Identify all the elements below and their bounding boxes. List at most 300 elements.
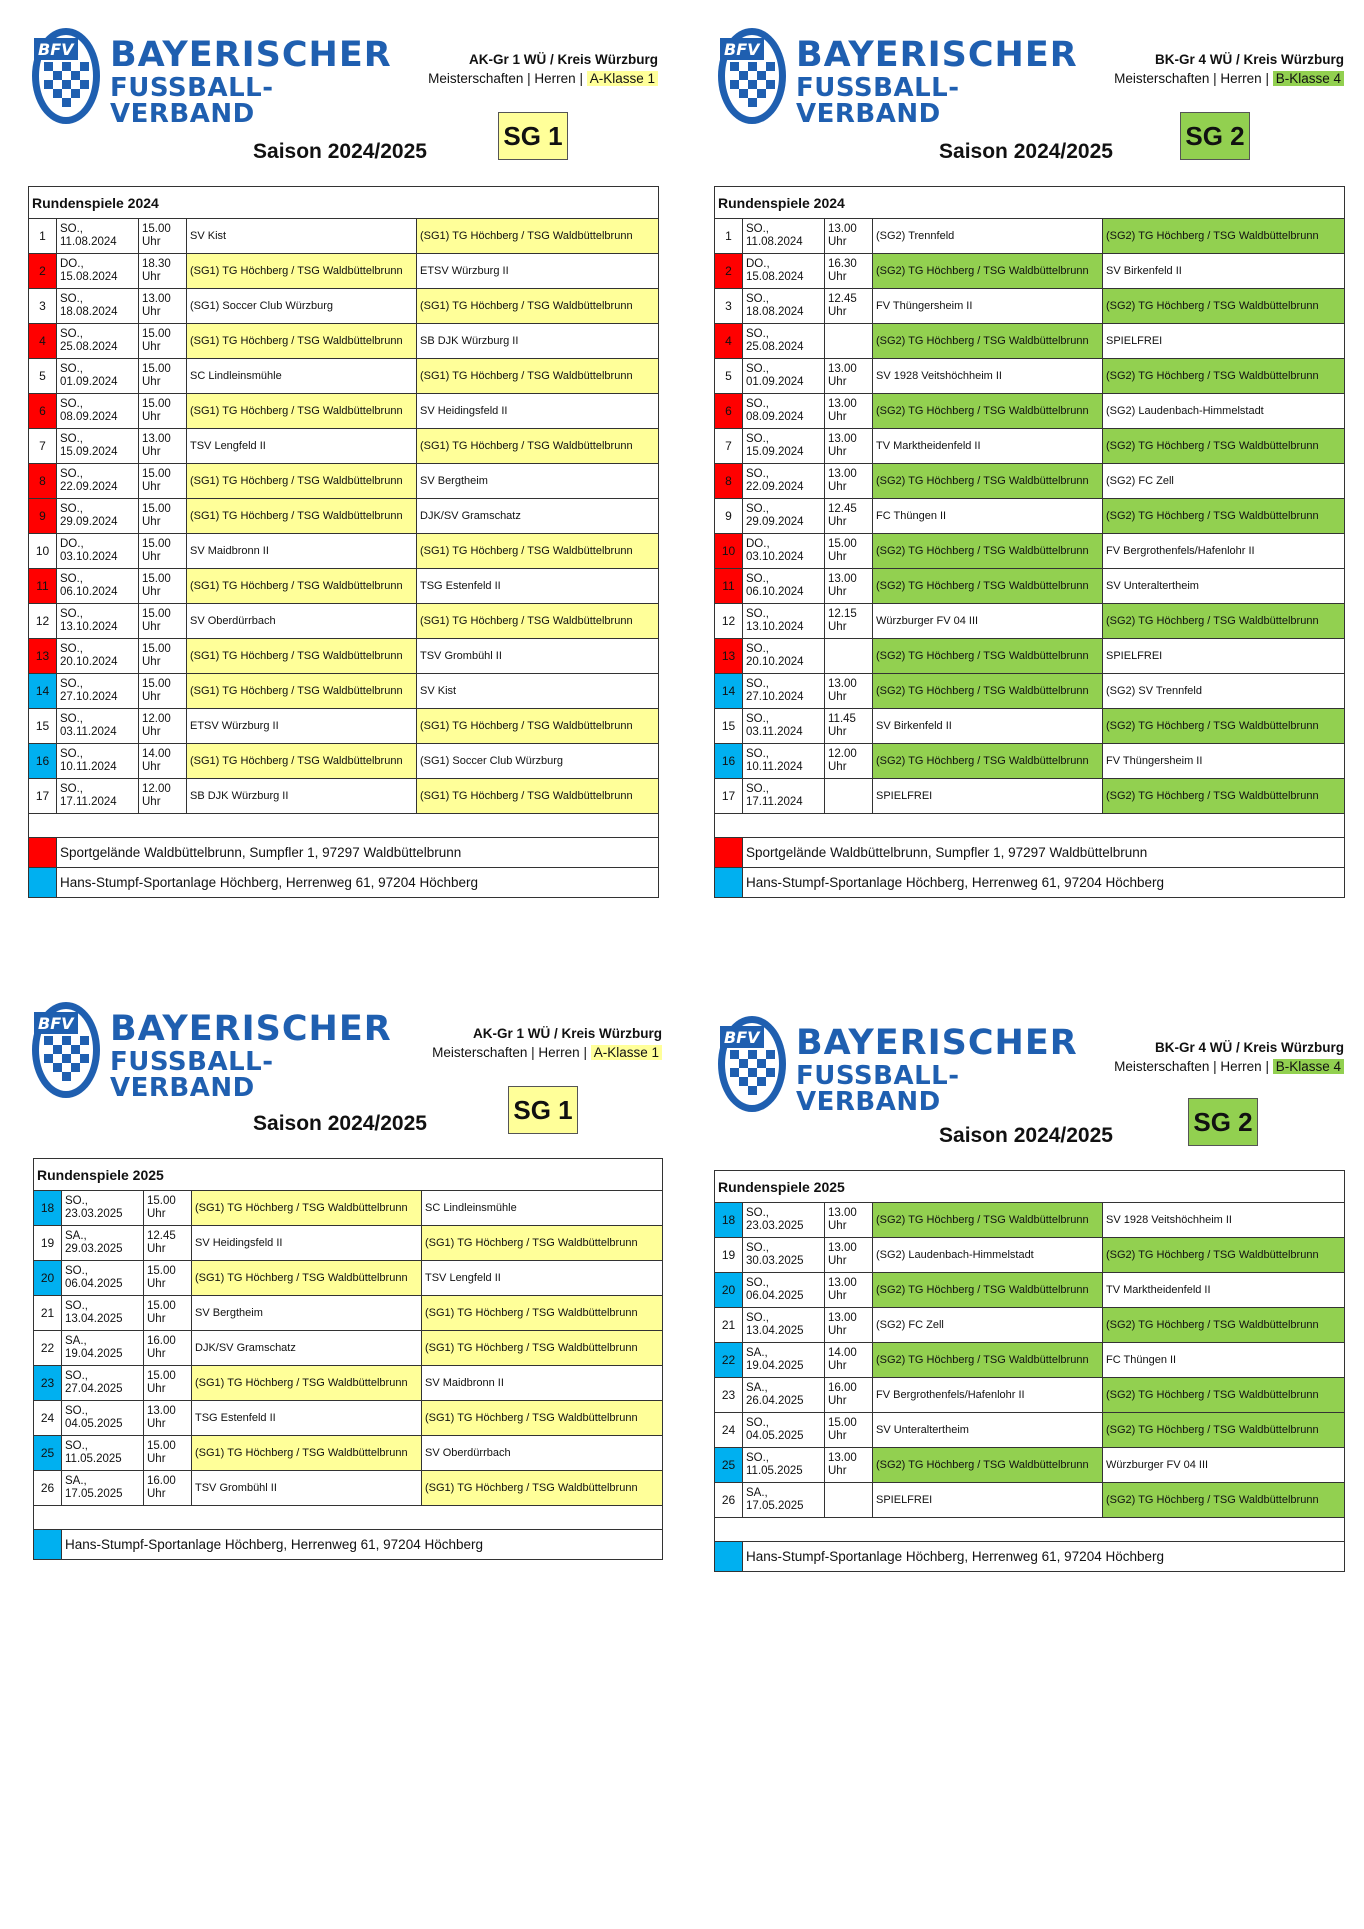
match-time-unit: Uhr — [828, 1290, 847, 1302]
home-team: (SG2) TG Höchberg / TSG Waldbüttelbrunn — [873, 569, 1103, 604]
match-date — [57, 744, 139, 779]
home-team: SV Maidbronn II — [187, 534, 417, 569]
match-weekday: SA., — [65, 1335, 87, 1347]
match-time-value: 15.00 — [142, 608, 171, 620]
table-row — [29, 744, 659, 779]
table-row — [29, 674, 659, 709]
match-date — [743, 744, 825, 779]
match-time-unit: Uhr — [142, 551, 161, 563]
match-time-unit: Uhr — [828, 236, 847, 248]
match-weekday: SO., — [746, 643, 770, 655]
league-class: A-Klasse 1 — [587, 71, 658, 86]
match-time — [825, 289, 873, 324]
match-date — [743, 324, 825, 359]
match-date-value: 27.04.2025 — [65, 1383, 123, 1395]
home-team: (SG2) FC Zell — [873, 1308, 1103, 1343]
match-time-value: 12.45 — [828, 503, 857, 515]
match-time-value: 15.00 — [142, 503, 171, 515]
match-date — [743, 779, 825, 814]
match-time — [139, 604, 187, 639]
match-date-value: 13.04.2025 — [746, 1325, 804, 1337]
away-team: (SG2) Laudenbach-Himmelstadt — [1103, 394, 1345, 429]
table-row — [29, 534, 659, 569]
match-time-value: 11.45 — [828, 713, 856, 725]
spacer-cell — [715, 1518, 1345, 1542]
away-team: (SG1) TG Höchberg / TSG Waldbüttelbrunn — [422, 1331, 663, 1366]
home-team: (SG1) TG Höchberg / TSG Waldbüttelbrunn — [187, 464, 417, 499]
match-date-value: 19.04.2025 — [65, 1348, 123, 1360]
match-time — [825, 1413, 873, 1448]
match-date — [743, 1273, 825, 1308]
away-team: (SG1) TG Höchberg / TSG Waldbüttelbrunn — [422, 1296, 663, 1331]
match-time — [144, 1261, 192, 1296]
match-weekday: SO., — [60, 363, 84, 375]
home-team: (SG2) TG Höchberg / TSG Waldbüttelbrunn — [873, 744, 1103, 779]
match-time-unit: Uhr — [828, 551, 847, 563]
matchday-number: 8 — [29, 464, 57, 499]
match-date-value: 03.11.2024 — [746, 726, 803, 738]
table-row — [29, 499, 659, 534]
bfv-emblem-icon — [28, 24, 104, 128]
match-date — [743, 394, 825, 429]
match-date — [57, 779, 139, 814]
matchday-number: 5 — [29, 359, 57, 394]
home-team: (SG1) TG Höchberg / TSG Waldbüttelbrunn — [187, 744, 417, 779]
match-date-value: 19.04.2025 — [746, 1360, 804, 1372]
table-row — [715, 499, 1345, 534]
table-row — [715, 429, 1345, 464]
match-weekday: SO., — [746, 1242, 770, 1254]
away-team: DJK/SV Gramschatz — [417, 499, 659, 534]
spacer-cell — [29, 814, 659, 838]
match-time-unit: Uhr — [147, 1383, 166, 1395]
matchday-number: 23 — [34, 1366, 62, 1401]
matchday-number: 22 — [715, 1343, 743, 1378]
team-badge: SG 1 — [498, 112, 568, 160]
match-date-value: 22.09.2024 — [60, 481, 118, 493]
table-title: Rundenspiele 2025 — [715, 1171, 1345, 1203]
match-time-unit: Uhr — [828, 411, 847, 423]
table-title-row — [715, 187, 1345, 219]
home-team: (SG2) TG Höchberg / TSG Waldbüttelbrunn — [873, 1273, 1103, 1308]
match-time-unit: Uhr — [828, 446, 847, 458]
matchday-number: 13 — [29, 639, 57, 674]
away-team: (SG1) TG Höchberg / TSG Waldbüttelbrunn — [417, 779, 659, 814]
match-date-value: 15.08.2024 — [746, 271, 804, 283]
away-team: (SG2) TG Höchberg / TSG Waldbüttelbrunn — [1103, 359, 1345, 394]
match-date-value: 13.10.2024 — [60, 621, 118, 633]
matchday-number: 17 — [29, 779, 57, 814]
match-date — [57, 499, 139, 534]
away-team: TSG Estenfeld II — [417, 569, 659, 604]
svg-text:BFV: BFV — [38, 40, 74, 59]
away-team: (SG1) Soccer Club Würzburg — [417, 744, 659, 779]
panel-sg1-2025 — [28, 998, 662, 1598]
match-time-unit: Uhr — [147, 1243, 166, 1255]
away-team: (SG2) TG Höchberg / TSG Waldbüttelbrunn — [1103, 604, 1345, 639]
table-title-row — [715, 1171, 1345, 1203]
match-weekday: SA., — [746, 1487, 768, 1499]
match-time — [144, 1331, 192, 1366]
team-badge: SG 2 — [1188, 1098, 1258, 1146]
match-date-value: 20.10.2024 — [746, 656, 804, 668]
table-row — [715, 569, 1345, 604]
table-row — [34, 1331, 663, 1366]
match-time-unit: Uhr — [142, 586, 161, 598]
league-category: Meisterschaften | Herren | — [432, 1045, 587, 1060]
match-date-value: 17.11.2024 — [60, 796, 117, 808]
match-time-unit: Uhr — [828, 481, 847, 493]
match-time-value: 12.00 — [828, 748, 857, 760]
logo-line1: BAYERISCHER — [110, 35, 392, 75]
match-date — [57, 569, 139, 604]
fixtures-table — [714, 1170, 1345, 1572]
table-title-row — [34, 1159, 663, 1191]
home-team: (SG1) TG Höchberg / TSG Waldbüttelbrunn — [192, 1436, 422, 1471]
match-time — [825, 254, 873, 289]
matchday-number: 2 — [29, 254, 57, 289]
match-date — [743, 1238, 825, 1273]
matchday-number: 10 — [29, 534, 57, 569]
legend-swatch-blue — [34, 1530, 62, 1560]
match-weekday: SO., — [60, 503, 84, 515]
away-team: (SG2) TG Höchberg / TSG Waldbüttelbrunn — [1103, 1413, 1345, 1448]
match-date — [743, 534, 825, 569]
match-date-value: 11.08.2024 — [746, 236, 803, 248]
away-team: FC Thüngen II — [1103, 1343, 1345, 1378]
match-time-value: 15.00 — [142, 468, 171, 480]
legend-venue-blue: Hans-Stumpf-Sportanlage Höchberg, Herrenweg 61, 97204 Höchberg — [743, 868, 1345, 898]
match-weekday: SO., — [60, 608, 84, 620]
match-weekday: SO., — [746, 328, 770, 340]
match-time-value: 13.00 — [828, 1277, 857, 1289]
table-row — [29, 779, 659, 814]
bfv-emblem-icon — [714, 24, 790, 128]
home-team: Würzburger FV 04 III — [873, 604, 1103, 639]
table-row — [29, 464, 659, 499]
svg-text:BFV: BFV — [724, 40, 760, 59]
home-team: SV Birkenfeld II — [873, 709, 1103, 744]
match-weekday: SO., — [746, 398, 770, 410]
match-weekday: SO., — [60, 678, 84, 690]
home-team: FV Bergrothenfels/Hafenlohr II — [873, 1378, 1103, 1413]
match-time — [144, 1226, 192, 1261]
away-team: (SG1) TG Höchberg / TSG Waldbüttelbrunn — [422, 1401, 663, 1436]
bfv-logo — [714, 24, 1078, 129]
matchday-number: 18 — [34, 1191, 62, 1226]
away-team: FV Bergrothenfels/Hafenlohr II — [1103, 534, 1345, 569]
match-time — [825, 499, 873, 534]
match-time-value: 15.00 — [828, 1417, 857, 1429]
away-team: (SG1) TG Höchberg / TSG Waldbüttelbrunn — [417, 709, 659, 744]
match-time — [139, 709, 187, 744]
match-time-unit: Uhr — [147, 1348, 166, 1360]
home-team: (SG1) TG Höchberg / TSG Waldbüttelbrunn — [187, 254, 417, 289]
legend-venue-blue: Hans-Stumpf-Sportanlage Höchberg, Herrenweg 61, 97204 Höchberg — [743, 1542, 1345, 1572]
away-team: SV Heidingsfeld II — [417, 394, 659, 429]
table-row — [715, 534, 1345, 569]
match-time — [144, 1296, 192, 1331]
match-time-unit: Uhr — [828, 1325, 847, 1337]
away-team: (SG2) TG Höchberg / TSG Waldbüttelbrunn — [1103, 429, 1345, 464]
home-team: (SG1) TG Höchberg / TSG Waldbüttelbrunn — [187, 639, 417, 674]
matchday-number: 25 — [715, 1448, 743, 1483]
match-date — [743, 1413, 825, 1448]
match-date — [57, 674, 139, 709]
home-team: (SG1) TG Höchberg / TSG Waldbüttelbrunn — [187, 324, 417, 359]
away-team: (SG2) TG Höchberg / TSG Waldbüttelbrunn — [1103, 499, 1345, 534]
match-date-value: 29.09.2024 — [746, 516, 804, 528]
away-team: (SG1) TG Höchberg / TSG Waldbüttelbrunn — [417, 289, 659, 324]
match-date — [743, 464, 825, 499]
legend-row-red — [29, 838, 659, 868]
matchday-number: 14 — [715, 674, 743, 709]
match-date-value: 11.08.2024 — [60, 236, 117, 248]
home-team: (SG2) Trennfeld — [873, 219, 1103, 254]
match-time-value: 15.00 — [142, 223, 171, 235]
match-date-value: 29.03.2025 — [65, 1243, 123, 1255]
away-team: (SG1) TG Höchberg / TSG Waldbüttelbrunn — [422, 1471, 663, 1506]
matchday-number: 6 — [29, 394, 57, 429]
table-row — [29, 429, 659, 464]
match-date-value: 08.09.2024 — [60, 411, 118, 423]
home-team: (SG1) TG Höchberg / TSG Waldbüttelbrunn — [187, 499, 417, 534]
home-team: (SG2) TG Höchberg / TSG Waldbüttelbrunn — [873, 464, 1103, 499]
table-row — [715, 219, 1345, 254]
matchday-number: 16 — [715, 744, 743, 779]
league-group: AK-Gr 1 WÜ / Kreis Würzburg — [472, 1026, 662, 1041]
legend-row-blue — [34, 1530, 663, 1560]
match-date — [62, 1296, 144, 1331]
home-team: SV Bergtheim — [192, 1296, 422, 1331]
away-team: ETSV Würzburg II — [417, 254, 659, 289]
match-time-value: 16.30 — [828, 258, 857, 270]
fixtures-table — [33, 1158, 663, 1560]
table-row — [34, 1401, 663, 1436]
match-date — [743, 1378, 825, 1413]
home-team: TSV Lengfeld II — [187, 429, 417, 464]
match-time-unit: Uhr — [828, 621, 847, 633]
match-date-value: 26.04.2025 — [746, 1395, 804, 1407]
match-time-unit: Uhr — [828, 1220, 847, 1232]
away-team: SV 1928 Veitshöchheim II — [1103, 1203, 1345, 1238]
match-time — [825, 324, 873, 359]
legend-swatch-blue — [715, 1542, 743, 1572]
season-title: Saison 2024/2025 — [253, 1112, 427, 1135]
match-time-value: 12.15 — [828, 608, 857, 620]
table-row — [715, 674, 1345, 709]
match-weekday: SA., — [746, 1347, 768, 1359]
league-meta — [428, 50, 658, 88]
match-time — [144, 1436, 192, 1471]
match-time-value: 15.00 — [147, 1265, 176, 1277]
match-time-value: 13.00 — [828, 468, 857, 480]
away-team: (SG1) TG Höchberg / TSG Waldbüttelbrunn — [417, 429, 659, 464]
match-weekday: SO., — [746, 503, 770, 515]
table-title: Rundenspiele 2024 — [29, 187, 659, 219]
match-weekday: SO., — [746, 293, 770, 305]
table-row — [715, 289, 1345, 324]
match-weekday: SO., — [746, 1207, 770, 1219]
table-title-row — [29, 187, 659, 219]
matchday-number: 16 — [29, 744, 57, 779]
match-weekday: SO., — [65, 1265, 89, 1277]
match-weekday: SO., — [65, 1300, 89, 1312]
match-weekday: SO., — [746, 748, 770, 760]
match-date-value: 10.11.2024 — [746, 761, 803, 773]
match-time — [139, 359, 187, 394]
matchday-number: 19 — [34, 1226, 62, 1261]
match-time — [825, 1483, 873, 1518]
league-group: BK-Gr 4 WÜ / Kreis Würzburg — [1154, 1040, 1344, 1055]
matchday-number: 8 — [715, 464, 743, 499]
matchday-number: 4 — [715, 324, 743, 359]
match-time-unit: Uhr — [828, 1395, 847, 1407]
away-team: SV Birkenfeld II — [1103, 254, 1345, 289]
match-time-value: 13.00 — [147, 1405, 176, 1417]
matchday-number: 20 — [34, 1261, 62, 1296]
logo-line2: FUSSBALL-VERBAND — [796, 73, 960, 129]
league-group: BK-Gr 4 WÜ / Kreis Würzburg — [1154, 52, 1344, 67]
table-row — [34, 1191, 663, 1226]
table-row — [715, 254, 1345, 289]
match-time — [825, 219, 873, 254]
logo-line1: BAYERISCHER — [796, 1023, 1078, 1063]
match-time — [825, 709, 873, 744]
match-weekday: SO., — [746, 1312, 770, 1324]
match-time — [144, 1191, 192, 1226]
home-team: (SG1) TG Höchberg / TSG Waldbüttelbrunn — [187, 569, 417, 604]
match-date — [62, 1471, 144, 1506]
match-time-value: 15.00 — [147, 1195, 176, 1207]
away-team: TSV Grombühl II — [417, 639, 659, 674]
spacer-cell — [34, 1506, 663, 1530]
match-time-unit: Uhr — [142, 796, 161, 808]
matchday-number: 9 — [715, 499, 743, 534]
match-time — [139, 219, 187, 254]
match-weekday: SO., — [746, 1452, 770, 1464]
match-time-unit: Uhr — [142, 271, 161, 283]
match-date — [57, 289, 139, 324]
match-weekday: DO., — [746, 538, 770, 550]
season-title: Saison 2024/2025 — [939, 1124, 1113, 1147]
panel-sg2-2025 — [714, 1012, 1344, 1612]
match-time-unit: Uhr — [828, 306, 847, 318]
home-team: (SG1) Soccer Club Würzburg — [187, 289, 417, 324]
league-category: Meisterschaften | Herren | — [428, 71, 583, 86]
match-weekday: SO., — [746, 573, 770, 585]
match-weekday: SO., — [60, 293, 84, 305]
match-time-value: 15.00 — [142, 328, 171, 340]
match-date-value: 30.03.2025 — [746, 1255, 804, 1267]
match-weekday: SO., — [60, 643, 84, 655]
table-row — [34, 1226, 663, 1261]
match-time — [825, 1343, 873, 1378]
match-date-value: 10.11.2024 — [60, 761, 117, 773]
match-date — [57, 429, 139, 464]
bfv-emblem-icon — [28, 998, 104, 1102]
match-date-value: 20.10.2024 — [60, 656, 118, 668]
match-date — [743, 674, 825, 709]
away-team: (SG1) TG Höchberg / TSG Waldbüttelbrunn — [417, 604, 659, 639]
match-date-value: 06.04.2025 — [65, 1278, 123, 1290]
match-time — [139, 779, 187, 814]
match-time — [825, 569, 873, 604]
legend-venue-red: Sportgelände Waldbüttelbrunn, Sumpfler 1, 97297 Waldbüttelbrunn — [57, 838, 659, 868]
table-row — [34, 1436, 663, 1471]
match-date-value: 25.08.2024 — [60, 341, 118, 353]
matchday-number: 4 — [29, 324, 57, 359]
match-date — [743, 1448, 825, 1483]
match-date-value: 11.05.2025 — [746, 1465, 803, 1477]
match-weekday: DO., — [60, 258, 84, 270]
match-weekday: SO., — [746, 223, 770, 235]
match-time-value: 13.00 — [828, 223, 857, 235]
match-date-value: 06.10.2024 — [60, 586, 118, 598]
match-date-value: 03.10.2024 — [60, 551, 118, 563]
table-row — [715, 394, 1345, 429]
match-weekday: SO., — [746, 713, 770, 725]
match-time — [825, 1448, 873, 1483]
legend-venue-blue: Hans-Stumpf-Sportanlage Höchberg, Herrenweg 61, 97204 Höchberg — [57, 868, 659, 898]
match-weekday: SO., — [60, 398, 84, 410]
match-date-value: 15.09.2024 — [746, 446, 804, 458]
home-team: (SG1) TG Höchberg / TSG Waldbüttelbrunn — [192, 1261, 422, 1296]
spacer-row — [715, 814, 1345, 838]
table-title: Rundenspiele 2025 — [34, 1159, 663, 1191]
match-time — [825, 744, 873, 779]
away-team: SV Bergtheim — [417, 464, 659, 499]
match-time-unit: Uhr — [142, 376, 161, 388]
matchday-number: 12 — [29, 604, 57, 639]
home-team: SC Lindleinsmühle — [187, 359, 417, 394]
match-time — [139, 534, 187, 569]
matchday-number: 26 — [715, 1483, 743, 1518]
match-date-value: 06.10.2024 — [746, 586, 804, 598]
match-time-value: 13.00 — [828, 398, 857, 410]
logo-line2: FUSSBALL-VERBAND — [110, 73, 274, 129]
match-date — [57, 604, 139, 639]
match-time-unit: Uhr — [828, 691, 847, 703]
league-class: A-Klasse 1 — [591, 1045, 662, 1060]
match-weekday: SO., — [746, 1277, 770, 1289]
match-date — [57, 464, 139, 499]
match-date — [743, 219, 825, 254]
matchday-number: 23 — [715, 1378, 743, 1413]
table-row — [715, 1413, 1345, 1448]
home-team: (SG1) TG Höchberg / TSG Waldbüttelbrunn — [187, 674, 417, 709]
match-date-value: 01.09.2024 — [60, 376, 118, 388]
match-time — [825, 1273, 873, 1308]
table-row — [715, 1203, 1345, 1238]
match-date — [743, 1308, 825, 1343]
home-team: SV Unteraltertheim — [873, 1413, 1103, 1448]
matchday-number: 5 — [715, 359, 743, 394]
away-team: (SG2) TG Höchberg / TSG Waldbüttelbrunn — [1103, 779, 1345, 814]
match-time-unit: Uhr — [147, 1488, 166, 1500]
table-row — [715, 359, 1345, 394]
home-team: (SG2) TG Höchberg / TSG Waldbüttelbrunn — [873, 674, 1103, 709]
home-team: (SG2) TG Höchberg / TSG Waldbüttelbrunn — [873, 254, 1103, 289]
match-date — [62, 1226, 144, 1261]
match-time — [139, 674, 187, 709]
table-row — [29, 219, 659, 254]
match-date-value: 25.08.2024 — [746, 341, 804, 353]
match-weekday: SO., — [65, 1440, 89, 1452]
match-date — [62, 1436, 144, 1471]
table-row — [34, 1471, 663, 1506]
match-weekday: SO., — [746, 468, 770, 480]
